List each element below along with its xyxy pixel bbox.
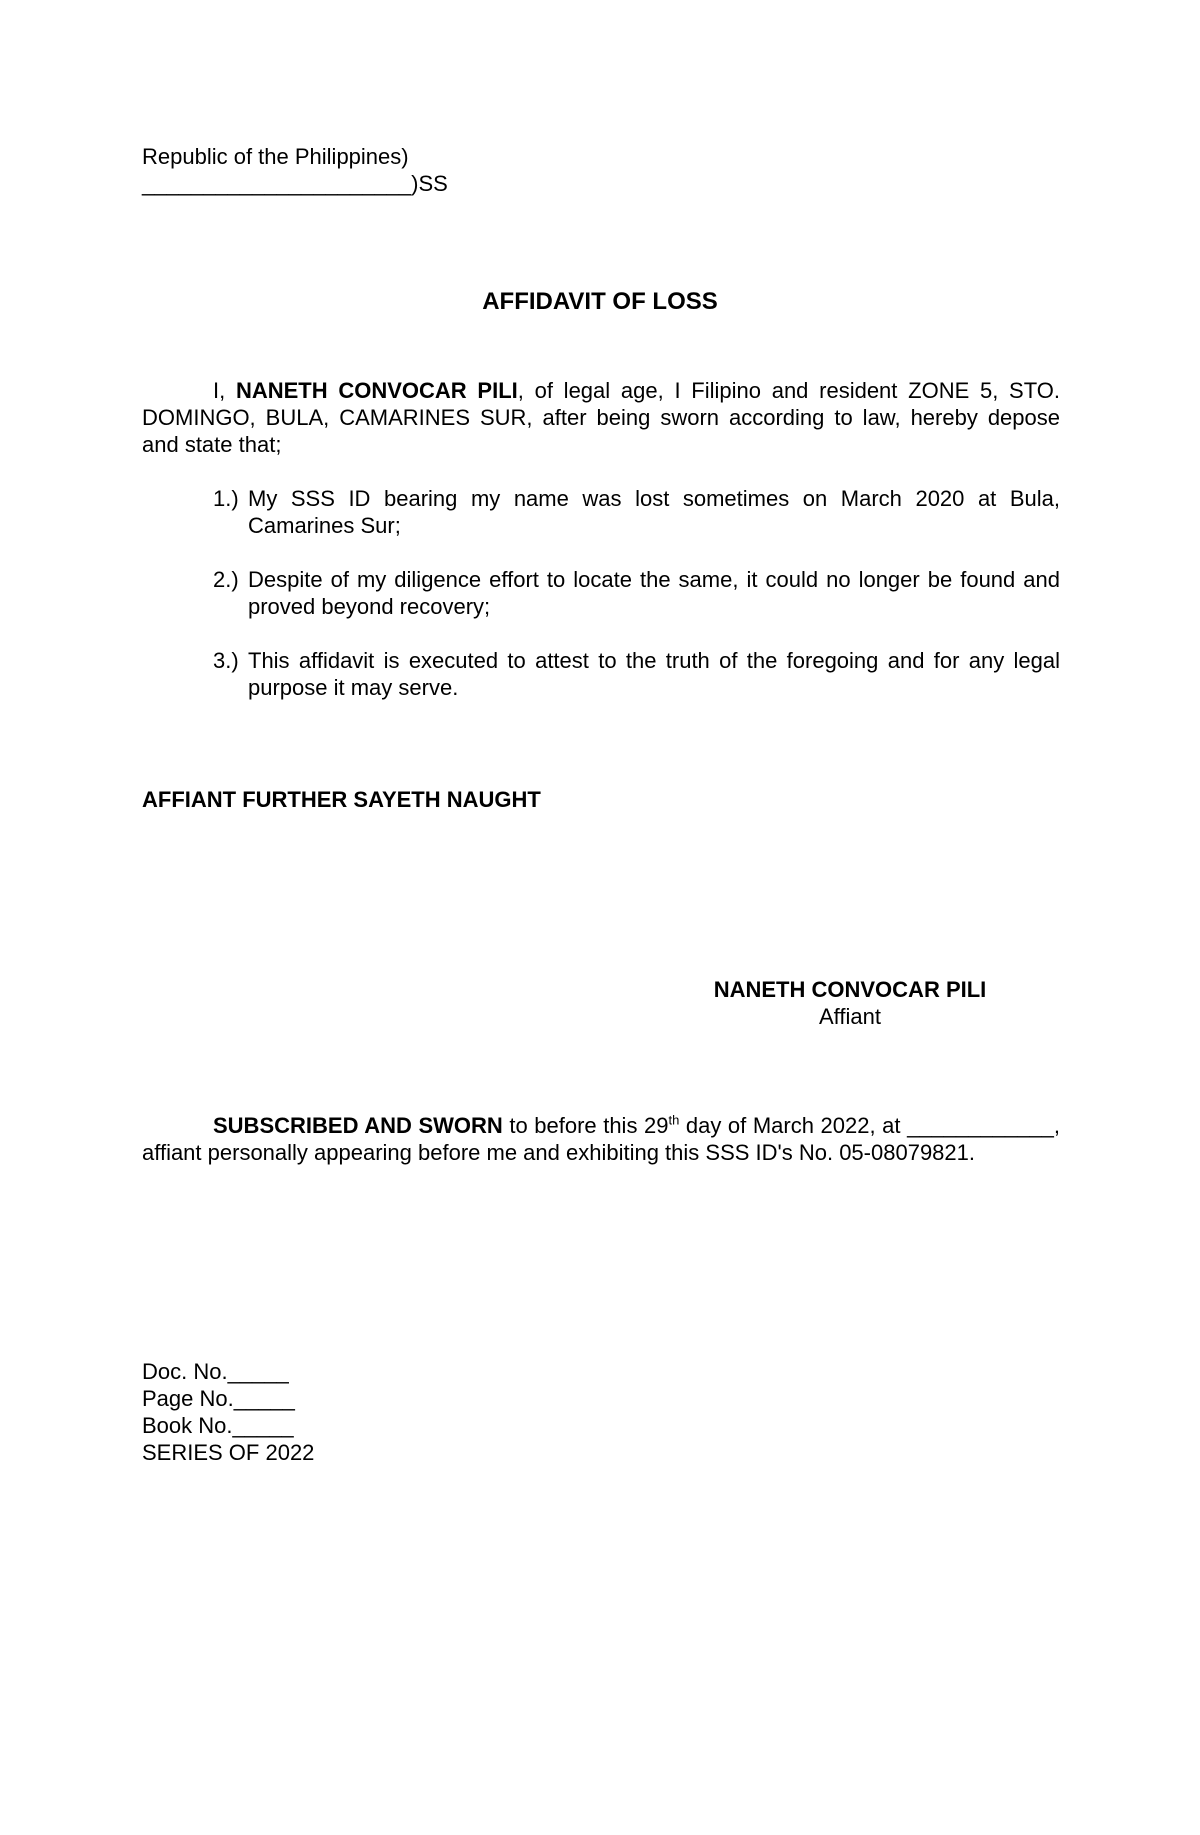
intro-rest: , of legal age, I Filipino and resident ZONE 5, STO. DOMINGO, BULA, CAMARINES SUR, after being sworn according to law, hereby depose and state that; [142, 378, 1060, 457]
document-title: AFFIDAVIT OF LOSS [482, 288, 718, 315]
notary-block [142, 1358, 542, 1466]
affiant-name-inline: NANETH CONVOCAR PILI [235, 378, 518, 403]
venue-country: Republic of the Philippines) [142, 144, 409, 169]
venue-ss-line: ______________________)SS [142, 171, 448, 196]
venue-block [142, 143, 642, 197]
intro-lead: I, [213, 378, 236, 403]
jurat-lead: SUBSCRIBED AND SWORN [213, 1113, 503, 1138]
jurat-part2: day of March 2022, at ____________, affiant personally appearing before me and exhibiting this SSS ID's No. 05-08079821. [142, 1113, 1061, 1165]
statement-text: Despite of my diligence effort to locate the same, it could no longer be found and proved beyond recovery; [248, 567, 1060, 619]
statement-list [142, 485, 1060, 728]
statement-text: This affidavit is executed to attest to the truth of the foregoing and for any legal purpose it may serve. [248, 648, 1060, 700]
statement-number: 1.) [213, 486, 239, 511]
affiant-role: Affiant [819, 1004, 881, 1029]
statement-item [142, 566, 1060, 620]
statement-item [142, 485, 1060, 539]
jurat-ordinal-suffix: th [668, 1112, 680, 1128]
statement-number: 3.) [213, 648, 239, 673]
doc-number: Doc. No._____ [142, 1359, 289, 1384]
statement-item [142, 647, 1060, 701]
statement-text: My SSS ID bearing my name was lost sometimes on March 2020 at Bula, Camarines Sur; [248, 486, 1060, 538]
intro-paragraph [142, 377, 1060, 458]
jurat-part1: to before this 29 [502, 1113, 669, 1138]
page-number: Page No._____ [142, 1386, 295, 1411]
series-year: SERIES OF 2022 [142, 1440, 315, 1465]
closing-statement: AFFIANT FURTHER SAYETH NAUGHT [142, 787, 541, 812]
book-number: Book No._____ [142, 1413, 294, 1438]
statement-number: 2.) [213, 567, 239, 592]
affiant-name: NANETH CONVOCAR PILI [713, 977, 987, 1002]
signature-block [700, 976, 1000, 1030]
jurat-paragraph [142, 1112, 1060, 1166]
